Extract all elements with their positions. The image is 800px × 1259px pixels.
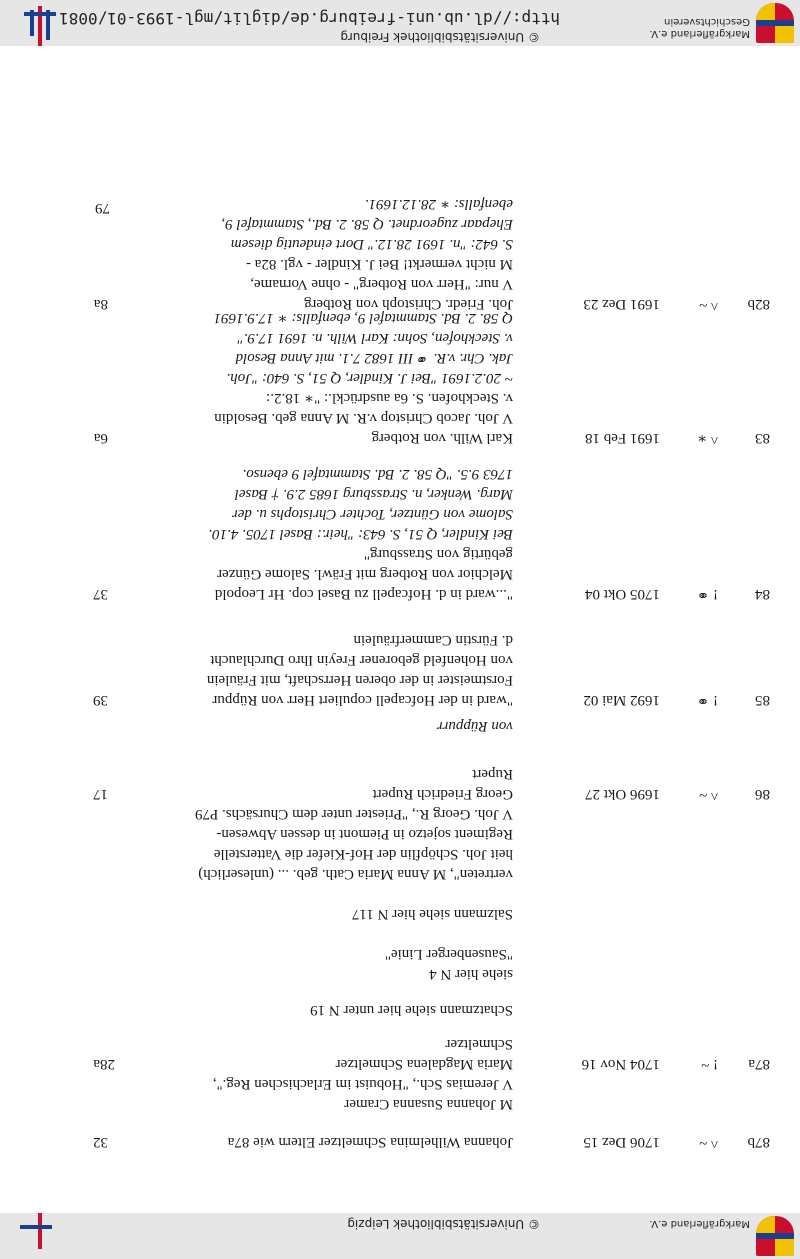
document-page: [0, 46, 800, 1213]
library-copyright: © Universitätsbibliothek Freiburg: [340, 30, 540, 44]
page-number: 79: [95, 200, 110, 216]
entry-83-number: 83: [755, 430, 770, 446]
entry-86-date: 1696 Okt 27: [585, 786, 660, 802]
entry-84-line5: Salome von Güntzer, Tochter Christophs u. der: [231, 506, 513, 522]
entry-82b-date: 1691 Dez 23: [583, 296, 660, 312]
entry-86-line2: V Joh. Georg R., "Priester unter dem Chursächs. P79: [194, 806, 513, 822]
entry-83-date: 1691 Feb 18: [585, 430, 660, 446]
entry-87a-line3: M Johanna Susanna Cramer: [344, 1096, 513, 1112]
source-url-link[interactable]: http://dl.ub.uni-freiburg.de/diglit/mgl-1993-01/0081: [59, 9, 560, 28]
society-logo-bottom: [756, 1216, 794, 1256]
entry-83-line7: Q 58. 2. Bd. Stammtafel 9, ebenfalls: ∗ 17.9.1691: [213, 310, 513, 326]
entry-84-number: 84: [755, 586, 770, 602]
entry-85-line1: "ward in der Hofcapell copuliert Herr von Rüppur: [212, 692, 513, 708]
entry-87b-line1: Johanna Wilhelmina Schmeltzer Eltern wie 87a: [227, 1134, 513, 1150]
society-name: Markgräflerland e.V. Geschichtsverein: [649, 16, 750, 39]
entry-82b-line1: Joh. Friedr. Christoph von Rotberg: [304, 296, 513, 312]
entry-85-heading: von Rüppurr: [436, 718, 513, 734]
entry-87b-date: 1706 Dez 15: [583, 1134, 660, 1150]
bottom-library-copyright: © Universitätsbibliothek Leipzig: [347, 1217, 540, 1231]
entry-85-date: 1692 Mai 02: [583, 692, 660, 708]
entry-84-line1: "...ward in d. Hofcapell zu Basel cop. Hr Leopold: [214, 586, 513, 602]
entry-82b-line6: ebenfalls: ∗ 28.12.1691.: [364, 196, 513, 212]
entry-85-line3: von Hohenfeld geborener Freyin Ihro Durchlaucht: [210, 652, 513, 668]
entry-82b-ref: 8a: [93, 296, 108, 312]
entry-83-symbols: ^ ∗: [697, 430, 718, 446]
entry-87a-number: 87a: [748, 1056, 770, 1072]
library-logo-icon: [16, 0, 56, 46]
entry-84-line6: Marg. Wenker, n. Strassburg 1685 2.9. † Basel: [234, 486, 513, 502]
entry-85-line4: d. Fürstin Cammerfräulein: [353, 632, 513, 648]
entry-86-line3: Regiment sojetzo in Piemont in dessen Abwesen-: [216, 826, 513, 842]
bottom-library-logo-icon: [16, 1213, 56, 1259]
entry-86-number: 86: [755, 786, 770, 802]
crossref-salzmann: Salzmann siehe hier N 117: [351, 906, 513, 922]
entry-83-line6: v. Steckhofen, Sohn: Karl Wilh. n. 1691 17.9.": [237, 330, 513, 346]
entry-86-symbols: ^ ~: [699, 786, 718, 802]
entry-87a-date: 1704 Nov 16: [581, 1056, 660, 1072]
entry-87a-ref: 28a: [93, 1056, 115, 1072]
entry-87b-symbols: ^ ~: [699, 1134, 718, 1150]
entry-84-line7: 1763 9.5. "Q 58. 2. Bd. Stammtafel 9 ebenso.: [242, 466, 513, 482]
entry-84-ref: 37: [93, 586, 108, 602]
entry-87b-number: 87b: [747, 1134, 770, 1150]
crossref-sausenberger-see: siehe hier N 4: [429, 966, 513, 982]
header-banner: [0, 0, 800, 46]
entry-83-line4: ~ 20.2.1691 "Bei J. Kindler, Q 51, S. 640: "Joh.: [226, 370, 513, 386]
entry-85-number: 85: [755, 692, 770, 708]
entry-82b-line2: V nur: "Herr von Rotberg" - ohne Vorname,: [250, 276, 513, 292]
crossref-schatzmann: Schatzmann siehe hier unter N 19: [310, 1002, 513, 1018]
crossref-sausenberger: "Sausenberger Linie": [384, 946, 513, 962]
entry-84-date: 1705 Okt 04: [585, 586, 660, 602]
entry-82b-line5: Ehepaar zugeordnet. Q 58. 2. Bd., Stammtafel 9,: [221, 216, 513, 232]
entry-83-line2: V Joh. Jacob Christop v.R. M Anna geb. Besoldin: [214, 410, 513, 426]
entry-87b-ref: 32: [93, 1134, 108, 1150]
entry-85-line2: Forstmeister in der oberen Herrschaft, mit Fräulein: [206, 672, 513, 688]
entry-84-symbols: ! ⚭: [696, 586, 718, 602]
entry-87a-line2: V Jeremias Sch., "Hobuist im Erlachischen Reg.",: [212, 1076, 513, 1092]
entry-86-line5: vertreten", M Anna Maria Cath. geb. ... (unleserlich): [198, 866, 513, 882]
entry-82b-line4: S. 642: "n. 1691 28.12." Dort eindeutig diesem: [230, 236, 513, 252]
entry-84-line2: Melchior von Rotberg mit Fräwl. Salome Günzer: [217, 566, 513, 582]
entry-83-line5: Jak. Chr. v.R. ⚭ III 1682 7.1. mit Anna Besold: [235, 350, 513, 366]
entry-83-ref: 6a: [93, 430, 108, 446]
entry-82b-number: 82b: [747, 296, 770, 312]
entry-85-ref: 39: [93, 692, 108, 708]
footer-banner: [0, 1213, 800, 1259]
entry-86-ref: 17: [93, 786, 108, 802]
entry-86-line1: Georg Friedrich Rupert: [372, 786, 513, 802]
entry-86-heading: Rupert: [472, 766, 513, 782]
entry-84-line4: Bei Kindler, Q 51, S. 643: "heir.: Basel 1705. 4.10.: [208, 526, 513, 542]
entry-87a-line1: Maria Magdalena Schmeltzer: [335, 1056, 513, 1072]
entry-85-symbols: ! ⚭: [696, 692, 718, 708]
entry-87a-symbols: ! ~: [701, 1056, 718, 1072]
society-logo: [756, 3, 794, 43]
bottom-society-name: Markgräflerland e.V.: [649, 1218, 750, 1229]
entry-84-line3: gebürtig von Strassburg": [363, 546, 513, 562]
entry-87-heading: Schmeltzer: [445, 1036, 513, 1052]
entry-86-line4: heit Joh. Schöpflin der Hof-Kiefer die Vatterstelle: [213, 846, 513, 862]
entry-82b-line3: M nicht vermerkt! Bei J. Kindler - vgl. 82a -: [245, 256, 513, 272]
entry-83-line3: v. Steckhofen. S. 6a ausdrückl.: "∗ 18.2.:: [266, 390, 513, 406]
entry-82b-symbols: ^ ~: [699, 296, 718, 312]
entry-83-line1: Karl Wilh. von Rotberg: [371, 430, 513, 446]
